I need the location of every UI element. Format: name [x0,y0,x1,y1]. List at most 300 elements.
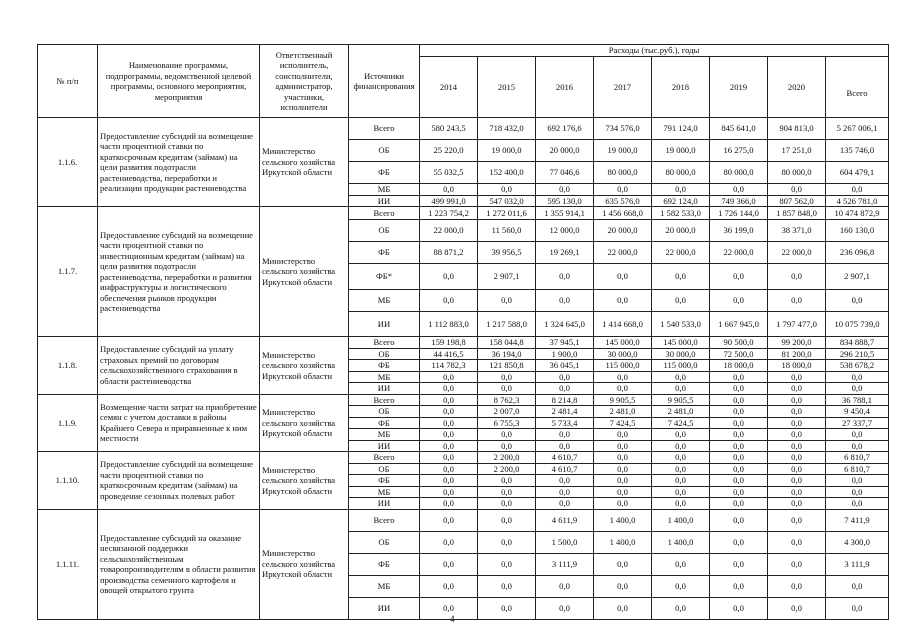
amount-cell: 0,0 [652,290,710,312]
amount-cell: 19 000,0 [594,140,652,162]
amount-cell: 152 400,0 [478,162,536,184]
funding-source: ИИ [349,440,420,452]
amount-cell: 0,0 [710,406,768,418]
funding-source: ФБ [349,360,420,372]
amount-cell: 30 000,0 [652,348,710,360]
amount-cell: 0,0 [420,371,478,383]
amount-cell: 2 481,4 [536,406,594,418]
amount-cell: 1 500,0 [536,531,594,553]
amount-cell: 1 414 668,0 [594,312,652,337]
amount-cell: 1 400,0 [594,509,652,531]
funding-source: Всего [349,207,420,220]
amount-cell: 0,0 [594,486,652,498]
item-name: Предоставление субсидий на уплату страховых премий по договорам сельскохозяйственного страхования в области растениеводства [98,337,260,395]
amount-cell: 2 200,0 [478,463,536,475]
amount-cell: 0,0 [420,597,478,619]
amount-cell: 0,0 [478,509,536,531]
amount-cell: 30 000,0 [594,348,652,360]
item-code: 1.1.9. [38,394,98,452]
total-cell: 0,0 [826,383,889,395]
amount-cell: 9 905,5 [652,394,710,406]
funding-source: ФБ* [349,264,420,290]
item-name: Возмещение части затрат на приобретение семян с учетом доставки в районы Крайнего Севера и приравненные к ним местности [98,394,260,452]
amount-cell: 0,0 [420,264,478,290]
amount-cell: 718 432,0 [478,118,536,140]
amount-cell: 0,0 [768,575,826,597]
amount-cell: 2 200,0 [478,452,536,464]
funding-source: ОБ [349,140,420,162]
amount-cell: 0,0 [710,429,768,441]
amount-cell: 0,0 [652,597,710,619]
amount-cell: 807 562,0 [768,195,826,207]
amount-cell: 0,0 [594,184,652,196]
amount-cell: 0,0 [478,498,536,510]
total-cell: 3 111,9 [826,553,889,575]
amount-cell: 80 000,0 [652,162,710,184]
amount-cell: 20 000,0 [652,220,710,242]
amount-cell: 0,0 [710,597,768,619]
amount-cell: 0,0 [536,475,594,487]
amount-cell: 0,0 [710,486,768,498]
amount-cell: 0,0 [478,371,536,383]
amount-cell: 0,0 [710,463,768,475]
funding-source: МБ [349,575,420,597]
amount-cell: 0,0 [768,463,826,475]
amount-cell: 0,0 [710,553,768,575]
amount-cell: 20 000,0 [594,220,652,242]
amount-cell: 0,0 [768,383,826,395]
amount-cell: 55 032,5 [420,162,478,184]
amount-cell: 36 045,1 [536,360,594,372]
amount-cell: 547 032,0 [478,195,536,207]
amount-cell: 2 481,0 [594,406,652,418]
amount-cell: 0,0 [652,440,710,452]
amount-cell: 0,0 [710,509,768,531]
total-cell: 5 267 006,1 [826,118,889,140]
amount-cell: 0,0 [536,264,594,290]
funding-source: МБ [349,371,420,383]
amount-cell: 9 905,5 [594,394,652,406]
amount-cell: 88 871,2 [420,242,478,264]
amount-cell: 0,0 [594,498,652,510]
amount-cell: 0,0 [710,440,768,452]
amount-cell: 0,0 [768,597,826,619]
amount-cell: 1 272 011,6 [478,207,536,220]
amount-cell: 0,0 [768,486,826,498]
amount-cell: 0,0 [536,383,594,395]
amount-cell: 0,0 [710,394,768,406]
amount-cell: 0,0 [478,486,536,498]
amount-cell: 0,0 [478,575,536,597]
amount-cell: 0,0 [768,509,826,531]
amount-cell: 80 000,0 [768,162,826,184]
funding-source: ОБ [349,463,420,475]
amount-cell: 0,0 [420,498,478,510]
amount-cell: 38 371,0 [768,220,826,242]
amount-cell: 0,0 [420,290,478,312]
amount-cell: 0,0 [710,383,768,395]
amount-cell: 11 560,0 [478,220,536,242]
amount-cell: 0,0 [594,452,652,464]
amount-cell: 22 000,0 [710,242,768,264]
total-cell: 0,0 [826,184,889,196]
amount-cell: 0,0 [710,498,768,510]
amount-cell: 2 007,0 [478,406,536,418]
amount-cell: 0,0 [652,486,710,498]
amount-cell: 99 200,0 [768,337,826,349]
amount-cell: 791 124,0 [652,118,710,140]
amount-cell: 0,0 [652,429,710,441]
funding-source: ИИ [349,597,420,619]
amount-cell: 0,0 [594,290,652,312]
amount-cell: 0,0 [478,184,536,196]
amount-cell: 0,0 [536,498,594,510]
table-row [38,118,889,140]
item-code: 1.1.6. [38,118,98,207]
amount-cell: 1 355 914,1 [536,207,594,220]
amount-cell: 16 275,0 [710,140,768,162]
amount-cell: 18 000,0 [710,360,768,372]
total-cell: 10 075 739,0 [826,312,889,337]
total-cell: 604 479,1 [826,162,889,184]
item-responsible: Министерство сельского хозяйства Иркутской области [260,509,349,619]
amount-cell: 0,0 [420,553,478,575]
budget-table [37,44,889,620]
amount-cell: 158 044,8 [478,337,536,349]
total-cell: 7 411,9 [826,509,889,531]
amount-cell: 0,0 [420,417,478,429]
amount-cell: 0,0 [768,553,826,575]
header-year: 2016 [536,57,594,118]
amount-cell: 1 540 533,0 [652,312,710,337]
amount-cell: 22 000,0 [652,242,710,264]
page-number: 4 [450,614,455,624]
amount-cell: 115 000,0 [652,360,710,372]
amount-cell: 8 214,8 [536,394,594,406]
amount-cell: 0,0 [710,475,768,487]
amount-cell: 1 900,0 [536,348,594,360]
amount-cell: 7 424,5 [594,417,652,429]
table-row [38,207,889,220]
funding-source: МБ [349,486,420,498]
total-cell: 0,0 [826,475,889,487]
item-name: Предоставление субсидий на оказание несвязанной поддержки сельскохозяйственным товаропроизводителям в области развития производства семенного картофеля и овощей открытого грунта [98,509,260,619]
header-source: Источники финансирования [349,45,420,118]
amount-cell: 0,0 [710,417,768,429]
table-row [38,394,889,406]
amount-cell: 1 223 754,2 [420,207,478,220]
amount-cell: 0,0 [536,371,594,383]
total-cell: 0,0 [826,440,889,452]
table-row [38,337,889,349]
amount-cell: 0,0 [478,440,536,452]
item-code: 1.1.8. [38,337,98,395]
amount-cell: 0,0 [420,440,478,452]
amount-cell: 12 000,0 [536,220,594,242]
amount-cell: 2 907,1 [478,264,536,290]
amount-cell: 0,0 [594,429,652,441]
header-year: 2014 [420,57,478,118]
funding-source: ИИ [349,312,420,337]
funding-source: ФБ [349,417,420,429]
total-cell: 135 746,0 [826,140,889,162]
amount-cell: 0,0 [594,463,652,475]
amount-cell: 7 424,5 [652,417,710,429]
total-cell: 0,0 [826,290,889,312]
amount-cell: 0,0 [768,452,826,464]
amount-cell: 0,0 [420,509,478,531]
amount-cell: 0,0 [652,553,710,575]
amount-cell: 0,0 [710,452,768,464]
total-cell: 9 450,4 [826,406,889,418]
amount-cell: 159 198,8 [420,337,478,349]
amount-cell: 0,0 [768,184,826,196]
amount-cell: 0,0 [652,184,710,196]
amount-cell: 22 000,0 [594,242,652,264]
amount-cell: 8 762,3 [478,394,536,406]
amount-cell: 0,0 [536,290,594,312]
total-cell: 4 526 781,0 [826,195,889,207]
item-responsible: Министерство сельского хозяйства Иркутской области [260,207,349,337]
amount-cell: 145 000,0 [594,337,652,349]
amount-cell: 72 500,0 [710,348,768,360]
header-num: № п/п [38,45,98,118]
amount-cell: 4 611,9 [536,509,594,531]
amount-cell: 0,0 [594,371,652,383]
amount-cell: 0,0 [594,597,652,619]
amount-cell: 0,0 [652,383,710,395]
amount-cell: 0,0 [536,429,594,441]
item-name: Предоставление субсидий на возмещение части процентной ставки по краткосрочным кредитам (займам) на проведение сезонных полевых работ [98,452,260,510]
amount-cell: 19 000,0 [478,140,536,162]
amount-cell: 0,0 [478,553,536,575]
amount-cell: 81 200,0 [768,348,826,360]
amount-cell: 1 667 945,0 [710,312,768,337]
header-year: 2018 [652,57,710,118]
total-cell: 6 810,7 [826,452,889,464]
amount-cell: 80 000,0 [594,162,652,184]
header-responsible: Ответственный исполнитель, соисполнители, администратор, участники, исполнители [260,45,349,118]
total-cell: 538 678,2 [826,360,889,372]
funding-source: Всего [349,509,420,531]
amount-cell: 44 416,5 [420,348,478,360]
amount-cell: 90 500,0 [710,337,768,349]
total-cell: 160 130,0 [826,220,889,242]
amount-cell: 20 000,0 [536,140,594,162]
amount-cell: 0,0 [536,440,594,452]
amount-cell: 0,0 [710,371,768,383]
item-responsible: Министерство сельского хозяйства Иркутской области [260,118,349,207]
amount-cell: 0,0 [478,531,536,553]
funding-source: ОБ [349,531,420,553]
total-cell: 2 907,1 [826,264,889,290]
amount-cell: 22 000,0 [768,242,826,264]
total-cell: 0,0 [826,498,889,510]
amount-cell: 0,0 [652,371,710,383]
amount-cell: 1 217 588,0 [478,312,536,337]
total-cell: 0,0 [826,429,889,441]
total-cell: 0,0 [826,371,889,383]
amount-cell: 0,0 [478,290,536,312]
amount-cell: 121 850,8 [478,360,536,372]
funding-source: ФБ [349,553,420,575]
funding-source: ФБ [349,162,420,184]
amount-cell: 25 220,0 [420,140,478,162]
amount-cell: 904 813,0 [768,118,826,140]
table-row [38,509,889,531]
amount-cell: 0,0 [652,264,710,290]
amount-cell: 0,0 [768,394,826,406]
amount-cell: 1 400,0 [652,531,710,553]
amount-cell: 0,0 [478,475,536,487]
table-row [38,452,889,464]
amount-cell: 0,0 [478,597,536,619]
amount-cell: 1 456 668,0 [594,207,652,220]
funding-source: ИИ [349,195,420,207]
amount-cell: 845 641,0 [710,118,768,140]
amount-cell: 5 733,4 [536,417,594,429]
funding-source: ИИ [349,498,420,510]
item-responsible: Министерство сельского хозяйства Иркутской области [260,452,349,510]
header-year: 2015 [478,57,536,118]
funding-source: Всего [349,452,420,464]
amount-cell: 0,0 [652,498,710,510]
item-code: 1.1.11. [38,509,98,619]
amount-cell: 1 857 848,0 [768,207,826,220]
amount-cell: 0,0 [420,429,478,441]
amount-cell: 39 956,5 [478,242,536,264]
amount-cell: 0,0 [420,486,478,498]
header-name: Наименование программы, подпрограммы, ведомственной целевой программы, основного мероприятия, мероприятия [98,45,260,118]
amount-cell: 1 726 144,0 [710,207,768,220]
amount-cell: 0,0 [594,383,652,395]
item-code: 1.1.10. [38,452,98,510]
total-cell: 4 300,0 [826,531,889,553]
amount-cell: 0,0 [536,575,594,597]
item-code: 1.1.7. [38,207,98,337]
amount-cell: 114 782,3 [420,360,478,372]
amount-cell: 4 610,7 [536,452,594,464]
amount-cell: 0,0 [768,290,826,312]
funding-source: ИИ [349,383,420,395]
amount-cell: 692 176,6 [536,118,594,140]
amount-cell: 0,0 [478,383,536,395]
total-cell: 0,0 [826,575,889,597]
amount-cell: 0,0 [710,184,768,196]
funding-source: Всего [349,394,420,406]
total-cell: 236 096,8 [826,242,889,264]
amount-cell: 0,0 [420,475,478,487]
amount-cell: 0,0 [420,184,478,196]
amount-cell: 4 610,7 [536,463,594,475]
header-year: 2017 [594,57,652,118]
amount-cell: 0,0 [710,575,768,597]
amount-cell: 692 124,0 [652,195,710,207]
amount-cell: 1 797 477,0 [768,312,826,337]
amount-cell: 77 046,6 [536,162,594,184]
amount-cell: 635 576,0 [594,195,652,207]
amount-cell: 1 324 645,0 [536,312,594,337]
item-name: Предоставление субсидий на возмещение части процентной ставки по краткосрочным кредитам (займам) на цели развития подотрасли растениеводства, переработки и реализации продукции растениеводства [98,118,260,207]
amount-cell: 19 000,0 [652,140,710,162]
amount-cell: 0,0 [420,452,478,464]
amount-cell: 0,0 [652,452,710,464]
amount-cell: 0,0 [420,531,478,553]
amount-cell: 36 194,0 [478,348,536,360]
amount-cell: 0,0 [536,184,594,196]
amount-cell: 0,0 [768,406,826,418]
amount-cell: 0,0 [768,475,826,487]
amount-cell: 0,0 [768,264,826,290]
amount-cell: 0,0 [420,394,478,406]
amount-cell: 0,0 [652,575,710,597]
funding-source: Всего [349,337,420,349]
amount-cell: 145 000,0 [652,337,710,349]
amount-cell: 0,0 [478,429,536,441]
amount-cell: 0,0 [594,475,652,487]
amount-cell: 1 400,0 [652,509,710,531]
amount-cell: 0,0 [420,575,478,597]
header-year: 2020 [768,57,826,118]
amount-cell: 734 576,0 [594,118,652,140]
total-cell: 0,0 [826,486,889,498]
amount-cell: 22 000,0 [420,220,478,242]
amount-cell: 0,0 [594,553,652,575]
amount-cell: 0,0 [710,290,768,312]
amount-cell: 0,0 [420,406,478,418]
amount-cell: 0,0 [710,531,768,553]
amount-cell: 0,0 [652,475,710,487]
funding-source: ОБ [349,348,420,360]
amount-cell: 1 582 533,0 [652,207,710,220]
item-responsible: Министерство сельского хозяйства Иркутской области [260,337,349,395]
amount-cell: 17 251,0 [768,140,826,162]
amount-cell: 0,0 [710,264,768,290]
funding-source: ФБ [349,242,420,264]
total-cell: 6 810,7 [826,463,889,475]
amount-cell: 0,0 [652,463,710,475]
header-total: Всего [826,57,889,118]
funding-source: ОБ [349,406,420,418]
amount-cell: 595 130,0 [536,195,594,207]
total-cell: 10 474 872,9 [826,207,889,220]
amount-cell: 0,0 [768,417,826,429]
amount-cell: 499 991,0 [420,195,478,207]
amount-cell: 6 755,3 [478,417,536,429]
amount-cell: 0,0 [536,597,594,619]
table-body [38,118,889,620]
total-cell: 834 888,7 [826,337,889,349]
amount-cell: 0,0 [768,429,826,441]
amount-cell: 80 000,0 [710,162,768,184]
amount-cell: 580 243,5 [420,118,478,140]
amount-cell: 0,0 [768,440,826,452]
amount-cell: 0,0 [420,463,478,475]
amount-cell: 0,0 [768,531,826,553]
total-cell: 296 210,5 [826,348,889,360]
item-responsible: Министерство сельского хозяйства Иркутской области [260,394,349,452]
amount-cell: 0,0 [594,440,652,452]
amount-cell: 0,0 [536,486,594,498]
funding-source: ОБ [349,220,420,242]
header-expenses: Расходы (тыс.руб.), годы [420,45,889,57]
funding-source: МБ [349,290,420,312]
funding-source: Всего [349,118,420,140]
total-cell: 0,0 [826,597,889,619]
amount-cell: 2 481,0 [652,406,710,418]
amount-cell: 3 111,9 [536,553,594,575]
amount-cell: 749 366,0 [710,195,768,207]
